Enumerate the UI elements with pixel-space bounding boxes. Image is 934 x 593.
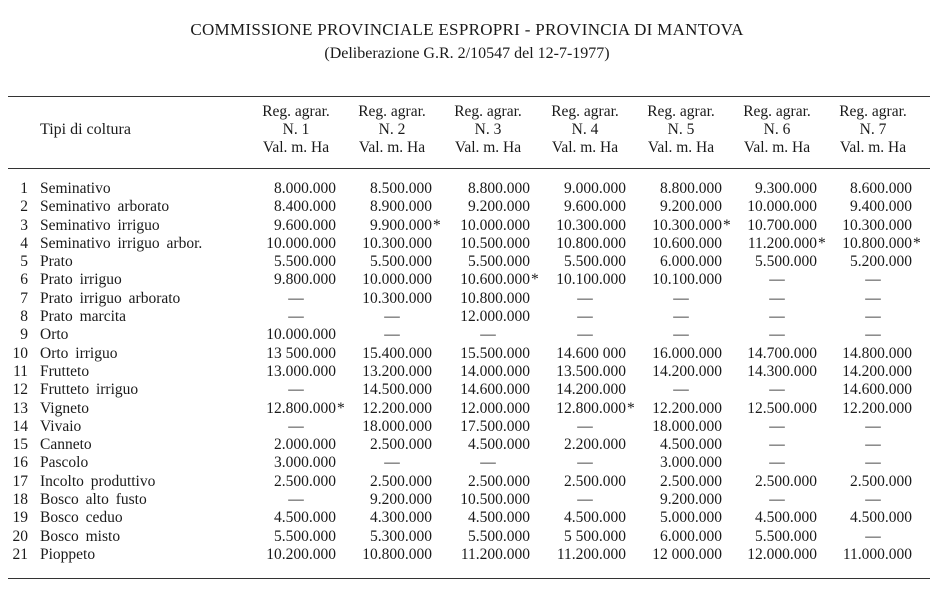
asterisk-mark: * [818,234,826,252]
row-number: 3 [20,216,28,234]
value-cell: 11.200.000 [556,545,626,563]
value-cell: 2.500.000 [370,472,432,490]
value-cell: — [288,381,304,399]
row-number: 4 [20,234,28,252]
column-header-2 [342,103,442,157]
asterisk-mark: * [531,271,539,289]
value-cell: 11.000.000 [842,545,912,563]
row-number: 13 [12,399,28,417]
value-cell: 4.500.000 [660,436,722,454]
value-cell: 10.300.000 [556,216,626,234]
value-cell: — [769,454,785,472]
value-cell: — [865,436,881,454]
value-cell: — [288,308,304,326]
crop-type: Bosco alto fusto [40,491,147,509]
value-cell: 12 000.000 [652,545,722,563]
table-row [0,454,934,472]
value-text: 10.800.000 [842,234,912,252]
value-cell: 9.800.000 [274,271,336,289]
value-text: 10.300.000 [652,216,722,234]
value-cell: 8.600.000 [850,180,912,197]
column-header-line3: Val. m. Ha [358,139,426,156]
value-cell: — [288,491,304,509]
table-row [0,308,934,326]
value-cell: — [480,326,496,344]
column-header-line3: Val. m. Ha [551,139,619,156]
asterisk-mark: * [723,216,731,234]
column-header-6 [727,103,827,157]
value-cell: 13.200.000 [362,362,432,380]
crop-type: Prato marcita [40,308,127,326]
value-cell: 18.000.000 [362,417,432,435]
crop-type: Seminativo irriguo arbor. [40,234,203,252]
value-cell: 8.000.000 [274,180,336,197]
value-cell: 12.000.000 [460,399,530,417]
table-row [0,491,934,509]
value-cell: 8.400.000 [274,198,336,216]
value-cell: — [769,417,785,435]
value-cell: 5.300.000 [370,527,432,545]
table-row [0,217,934,235]
table-row [0,418,934,436]
value-cell: 14.600 000 [556,344,626,362]
column-header-line1: Reg. agrar. [839,103,907,120]
column-header-line3: Val. m. Ha [647,139,715,156]
value-cell: 9.300.000 [755,180,817,197]
column-header-4 [535,103,635,157]
value-cell: — [577,308,593,326]
value-cell: 15.500.000 [460,344,530,362]
value-cell: 12.200.000 [652,399,722,417]
value-cell [822,234,921,253]
column-header-1 [246,103,346,157]
value-cell: — [577,326,593,344]
value-cell: 3.000.000 [274,454,336,472]
crop-type: Prato irriguo [40,271,122,289]
value-cell: 14.800.000 [842,344,912,362]
value-cell: 5.500.000 [468,253,530,271]
value-cell: — [384,326,400,344]
value-cell: 9.400.000 [850,198,912,216]
value-cell: 10.000.000 [460,216,530,234]
value-cell [246,399,345,418]
value-cell: 10.100.000 [652,271,722,289]
row-number: 8 [20,308,28,326]
column-header-line2: N. 6 [763,121,791,138]
value-cell: 10.500.000 [460,234,530,252]
value-cell: 5.500.000 [370,253,432,271]
column-header-line3: Val. m. Ha [743,139,811,156]
row-number: 5 [20,253,28,271]
value-cell: 14.500.000 [362,381,432,399]
value-cell: — [673,289,689,307]
value-cell: 12.200.000 [362,399,432,417]
value-cell: 12.000.000 [460,308,530,326]
value-cell: — [865,308,881,326]
document-title: COMMISSIONE PROVINCIALE ESPROPRI - PROVINCIA DI MANTOVA [190,20,744,39]
value-cell: — [865,417,881,435]
column-header-line3: Val. m. Ha [454,139,522,156]
value-cell [727,234,826,253]
row-number: 1 [20,180,28,197]
table-row [0,235,934,253]
row-number: 17 [12,472,28,490]
value-cell: 9.000.000 [564,180,626,197]
row-number: 16 [12,454,28,472]
value-cell: 2.500.000 [370,436,432,454]
value-cell: 2.000.000 [274,436,336,454]
value-cell: 5 500.000 [564,527,626,545]
value-cell: — [577,491,593,509]
value-cell: 9.200.000 [660,491,722,509]
value-cell: 2.200.000 [564,436,626,454]
value-cell: 10.300.000 [362,234,432,252]
column-header-line3: Val. m. Ha [262,139,330,156]
value-cell: 15.400.000 [362,344,432,362]
value-cell: 10.200.000 [266,545,336,563]
crop-type: Orto [40,326,69,344]
value-cell: 5.500.000 [755,253,817,271]
value-cell [342,216,441,235]
crop-type: Bosco misto [40,527,121,545]
column-header-line3: Val. m. Ha [839,139,907,156]
table-row [0,253,934,271]
row-number: 18 [12,491,28,509]
value-cell: 2.500.000 [850,472,912,490]
table-row [0,436,934,454]
crop-type: Bosco ceduo [40,509,123,527]
value-cell: 9.200.000 [370,491,432,509]
column-header-3 [438,103,538,157]
table-row [0,400,934,418]
crop-type: Vigneto [40,399,90,417]
value-cell: — [384,454,400,472]
value-cell: 9.600.000 [564,198,626,216]
column-header-line2: N. 7 [859,121,887,138]
value-cell [632,216,731,235]
value-cell: 4.500.000 [468,436,530,454]
value-text: 11.200.000 [747,234,817,252]
value-cell: 10.800.000 [460,289,530,307]
value-cell: — [769,326,785,344]
table-row [0,381,934,399]
crop-type: Seminativo irriguo [40,216,160,234]
value-cell: 14.600.000 [460,381,530,399]
value-cell: 8.500.000 [370,180,432,197]
value-cell: 5.500.000 [564,253,626,271]
value-cell: 14.700.000 [747,344,817,362]
row-number: 2 [20,198,28,216]
value-cell: 5.500.000 [274,253,336,271]
value-cell: 10.000.000 [747,198,817,216]
value-cell: 12.500.000 [747,399,817,417]
value-cell: 10.000.000 [266,234,336,252]
value-cell: — [480,454,496,472]
value-cell: 12.200.000 [842,399,912,417]
value-cell: 2.500.000 [660,472,722,490]
table-row [0,473,934,491]
crop-type: Canneto [40,436,92,454]
document-subtitle: (Deliberazione G.R. 2/10547 del 12-7-1977) [324,45,610,62]
value-cell: 14.200.000 [652,362,722,380]
crop-type: Frutteto [40,362,90,380]
crop-type: Pascolo [40,454,89,472]
crop-type: Orto irriguo [40,344,118,362]
table-row [0,198,934,216]
value-cell [536,399,635,418]
value-cell: — [673,381,689,399]
value-cell: 12.000.000 [747,545,817,563]
value-cell: 2.500.000 [468,472,530,490]
value-cell: — [673,308,689,326]
row-number: 6 [20,271,28,289]
value-cell: — [577,289,593,307]
value-cell: 2.500.000 [755,472,817,490]
crop-type: Seminativo arborato [40,198,170,216]
column-header-line1: Reg. agrar. [262,103,330,120]
crop-type: Pioppeto [40,545,96,563]
value-cell: 14.300.000 [747,362,817,380]
value-cell: 13.000.000 [266,362,336,380]
row-number: 19 [12,509,28,527]
value-cell: 8.900.000 [370,198,432,216]
asterisk-mark: * [337,399,345,417]
column-header-line1: Reg. agrar. [647,103,715,120]
asterisk-mark: * [433,216,441,234]
value-cell: 10.600.000 [652,234,722,252]
row-header-label: Tipi di coltura [40,121,131,138]
value-cell: — [865,491,881,509]
value-cell: — [288,289,304,307]
row-number: 14 [12,417,28,435]
value-cell: — [865,454,881,472]
value-cell: — [769,491,785,509]
value-cell: 8.800.000 [660,180,722,197]
column-header-line2: N. 4 [571,121,599,138]
column-header-7 [823,103,923,157]
crop-type: Incolto produttivo [40,472,156,490]
value-cell: 14.200.000 [842,362,912,380]
value-cell: 3.000.000 [660,454,722,472]
value-cell [440,271,539,289]
value-cell: — [865,289,881,307]
value-cell: 4.500.000 [850,509,912,527]
table-top-rule [8,96,930,97]
value-text: 10.600.000 [460,271,530,289]
table-header-rule [8,168,930,169]
value-cell: 17.500.000 [460,417,530,435]
row-number: 20 [12,527,28,545]
value-cell: — [769,271,785,289]
value-cell: 2.500.000 [564,472,626,490]
value-cell: 9.200.000 [660,198,722,216]
column-header-line2: N. 1 [282,121,310,138]
row-number: 7 [20,289,28,307]
table-row [0,509,934,527]
value-cell: 10.800.000 [362,545,432,563]
crop-type: Prato irriguo arborato [40,289,181,307]
value-cell: 4.500.000 [274,509,336,527]
value-cell: 10.000.000 [266,326,336,344]
table-row [0,180,934,198]
table-bottom-rule [8,578,930,579]
value-cell: — [673,326,689,344]
value-cell: 5.500.000 [274,527,336,545]
value-cell: 6.000.000 [660,253,722,271]
value-cell: 4.300.000 [370,509,432,527]
value-cell: 6.000.000 [660,527,722,545]
table-row [0,326,934,344]
value-cell: 14.000.000 [460,362,530,380]
row-number: 12 [12,381,28,399]
value-cell: — [769,436,785,454]
table-row [0,290,934,308]
value-cell: — [865,527,881,545]
value-cell: — [865,326,881,344]
column-header-line1: Reg. agrar. [551,103,619,120]
column-header-5 [631,103,731,157]
table-row [0,363,934,381]
column-header-line2: N. 2 [378,121,406,138]
asterisk-mark: * [913,234,921,252]
value-cell: — [577,454,593,472]
value-cell: 9.600.000 [274,216,336,234]
value-cell: 8.800.000 [468,180,530,197]
crop-type: Frutteto irriguo [40,381,139,399]
crop-type: Vivaio [40,417,82,435]
table-row [0,528,934,546]
value-text: 12.800.000 [266,399,336,417]
value-cell: 14.600.000 [842,381,912,399]
value-cell: 18.000.000 [652,417,722,435]
value-cell: 10.300.000 [842,216,912,234]
value-cell: 5.000.000 [660,509,722,527]
column-header-line2: N. 3 [474,121,502,138]
table-row [0,546,934,564]
value-cell: 9.200.000 [468,198,530,216]
value-cell: 16.000.000 [652,344,722,362]
value-cell: 10.100.000 [556,271,626,289]
value-cell: — [577,417,593,435]
value-cell: 4.500.000 [564,509,626,527]
value-cell: — [288,417,304,435]
value-cell: 4.500.000 [468,509,530,527]
row-number: 9 [20,326,28,344]
crop-type: Seminativo [40,180,111,197]
table-row [0,271,934,289]
column-header-line2: N. 5 [667,121,695,138]
value-cell: 13 500.000 [266,344,336,362]
value-cell: 5.500.000 [755,527,817,545]
row-number: 10 [12,344,28,362]
value-text: 12.800.000 [556,399,626,417]
value-cell: — [384,308,400,326]
value-cell: 11.200.000 [460,545,530,563]
value-cell: 10.500.000 [460,491,530,509]
table-row [0,345,934,363]
value-cell: 10.300.000 [362,289,432,307]
table-body [0,180,934,564]
value-cell: 2.500.000 [274,472,336,490]
column-header-line1: Reg. agrar. [358,103,426,120]
value-text: 9.900.000 [370,216,432,234]
value-cell: 5.200.000 [850,253,912,271]
value-cell: 10.800.000 [556,234,626,252]
column-header-line1: Reg. agrar. [454,103,522,120]
value-cell: — [769,289,785,307]
value-cell: 14.200.000 [556,381,626,399]
crop-type: Prato [40,253,73,271]
row-number: 21 [12,545,28,563]
column-header-line1: Reg. agrar. [743,103,811,120]
value-cell: 10.700.000 [747,216,817,234]
value-cell: — [865,271,881,289]
value-cell: — [769,381,785,399]
value-cell: 13.500.000 [556,362,626,380]
row-number: 15 [12,436,28,454]
value-cell: — [769,308,785,326]
value-cell: 5.500.000 [468,527,530,545]
row-number: 11 [13,362,28,380]
value-cell: 4.500.000 [755,509,817,527]
asterisk-mark: * [627,399,635,417]
value-cell: 10.000.000 [362,271,432,289]
